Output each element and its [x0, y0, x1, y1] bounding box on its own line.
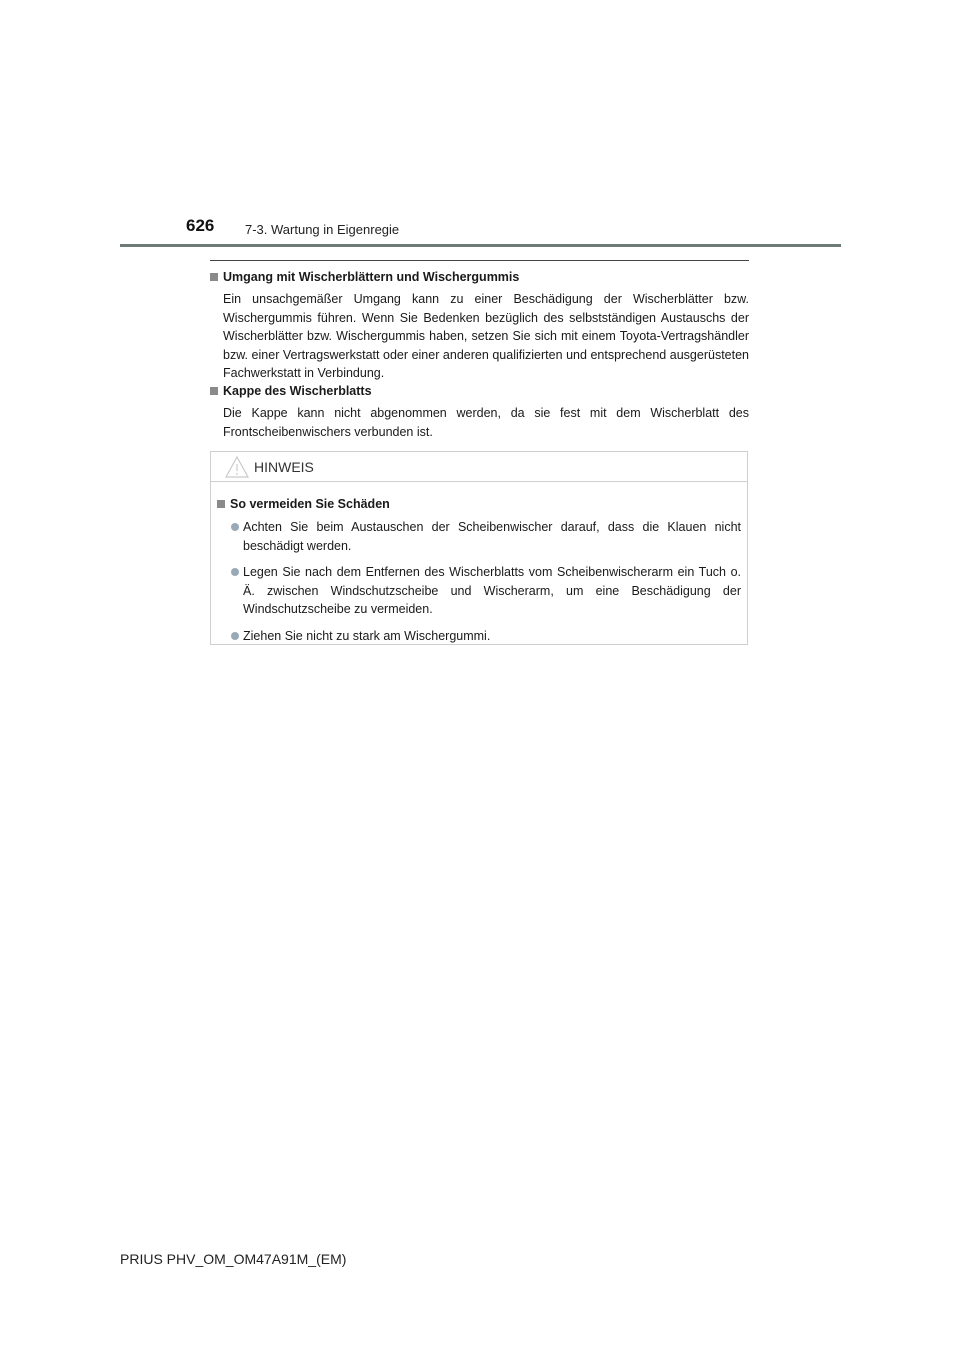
section-heading [210, 268, 749, 286]
list-item-text: Legen Sie nach dem Entfernen des Wischerblatts vom Scheibenwischerarm ein Tuch o. Ä. zwischen Windschutzscheibe und Wischerarm, um eine Beschädigung der Windschutzscheibe zu vermeiden. [243, 565, 741, 617]
section-heading-text: Kappe des Wischerblatts [223, 384, 372, 398]
list-item-text: Ziehen Sie nicht zu stark am Wischergummi. [243, 628, 491, 643]
list-item [217, 627, 741, 646]
square-bullet-icon [210, 273, 218, 281]
notice-body [211, 482, 747, 646]
list-item-text: Achten Sie beim Austauschen der Scheibenwischer darauf, dass die Klauen nicht beschädigt werden. [243, 520, 741, 553]
page-number: 626 [186, 216, 215, 235]
section-paragraph: Die Kappe kann nicht abgenommen werden, da sie fest mit dem Wischerblatt des Frontscheibenwischers verbunden ist. [223, 406, 749, 439]
section-paragraph: Ein unsachgemäßer Umgang kann zu einer Beschädigung der Wischerblätter bzw. Wischergummis führen. Wenn Sie Bedenken bezüglich des selbstständigen Austauschs der Wischerblätter bzw. Wischergummis haben, setzen Sie sich mit einem Toyota-Vertragshändler bzw. einer Vertragswerkstatt oder einer anderen qualifizierten und entsprechend ausgerüsteten Fachwerkstatt in Verbindung. [223, 292, 749, 381]
notice-heading-text: So vermeiden Sie Schäden [230, 497, 390, 511]
bullet-dot-icon [231, 568, 239, 576]
section-heading [210, 382, 749, 400]
square-bullet-icon [210, 387, 218, 395]
document-id: PRIUS PHV_OM_OM47A91M_(EM) [120, 1251, 347, 1267]
notice-box [210, 451, 748, 645]
notice-header [211, 452, 747, 482]
warning-triangle-icon [225, 456, 249, 478]
section-wiper-handling [210, 268, 749, 383]
section-heading-text: Umgang mit Wischerblättern und Wischergummis [223, 270, 520, 284]
list-item [217, 518, 741, 555]
notice-title: HINWEIS [254, 459, 314, 475]
square-bullet-icon [217, 500, 225, 508]
bullet-dot-icon [231, 632, 239, 640]
content-rule [210, 260, 749, 261]
header-rule [120, 244, 841, 247]
section-title: 7-3. Wartung in Eigenregie [245, 222, 400, 237]
notice-heading [217, 495, 741, 513]
list-item [217, 563, 741, 619]
section-wiper-cap [210, 382, 749, 441]
bullet-dot-icon [231, 523, 239, 531]
